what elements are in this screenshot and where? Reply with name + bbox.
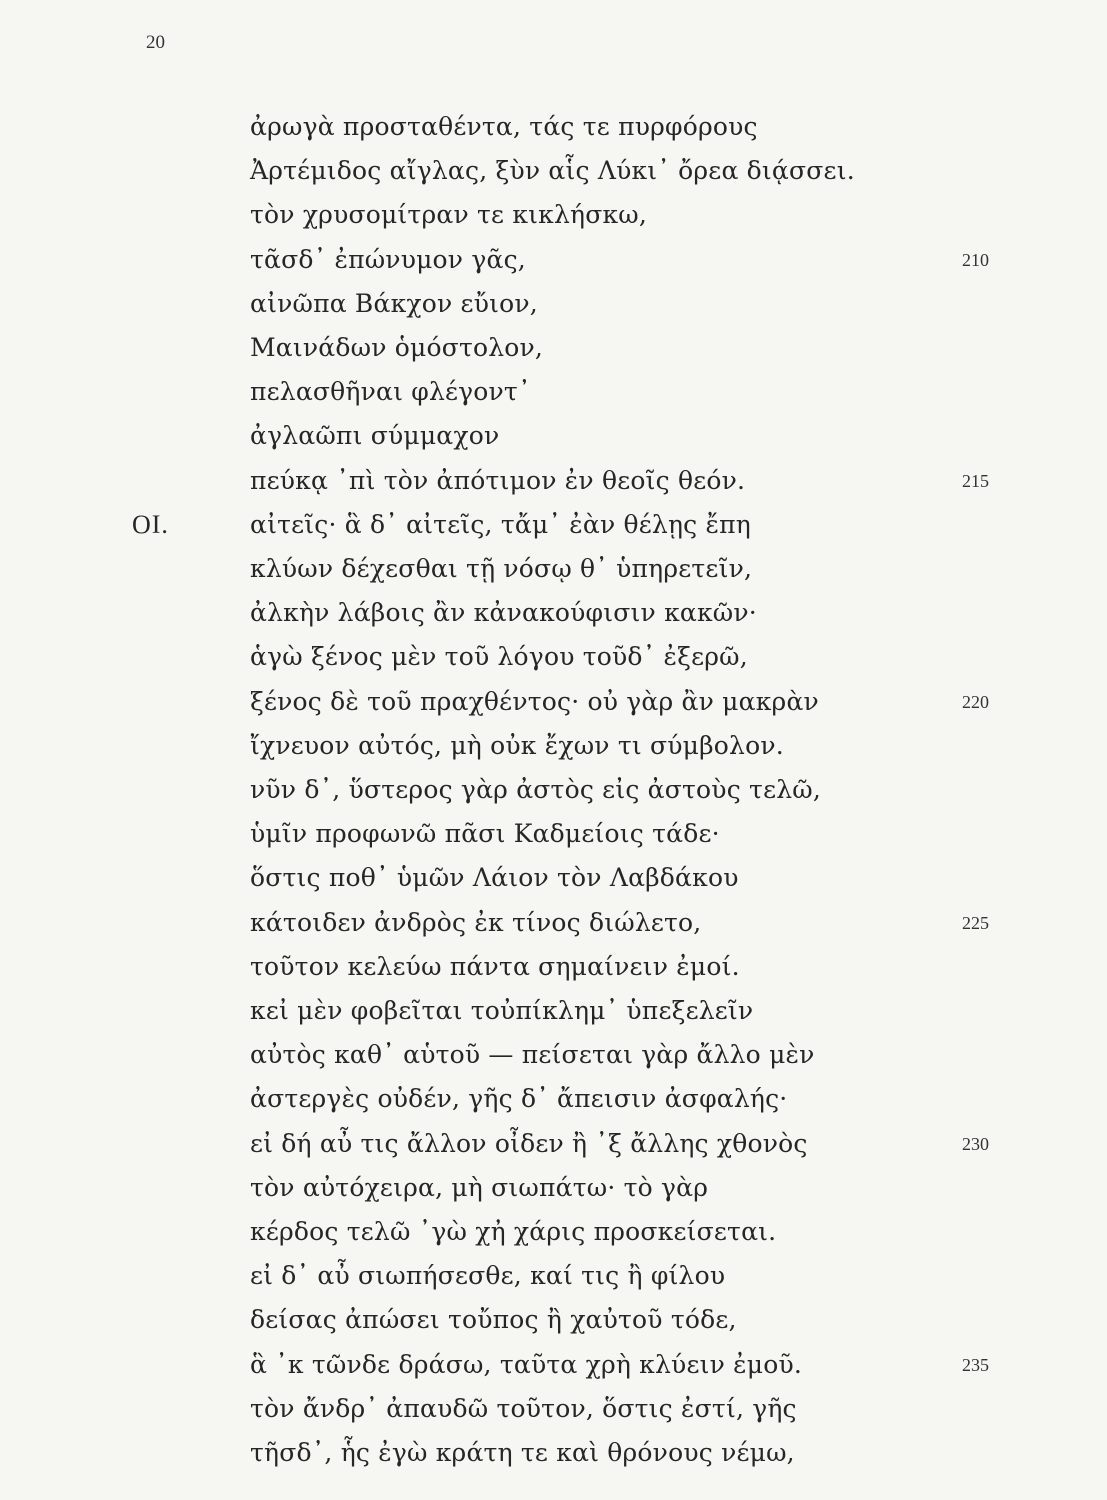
verse-line: πεύκᾳ ᾽πὶ τὸν ἀπότιμον ἐν θεοῖς θεόν. <box>250 466 746 495</box>
verse-line: κάτοιδεν ἀνδρὸς ἐκ τίνος διώλετο, <box>250 908 702 937</box>
verse-line: τὸν χρυσομίτραν τε κικλήσκω, <box>250 200 648 229</box>
verse-line: εἰ δή αὖ τις ἄλλον οἶδεν ἢ ᾽ξ ἄλλης χθονὸς <box>250 1129 808 1158</box>
verse-line: εἰ δ᾽ αὖ σιωπήσεσθε, καί τις ἢ φίλου <box>250 1261 726 1290</box>
verse-line: ὑμῖν προφωνῶ πᾶσι Καδμείοις τάδε· <box>250 819 720 848</box>
verse-line: ἀλκὴν λάβοις ἂν κἀνακούφισιν κακῶν· <box>250 598 757 627</box>
verse-line: τῆσδ᾽, ἧς ἐγὼ κράτη τε καὶ θρόνους νέμω, <box>250 1438 795 1467</box>
verse-line: αἰνῶπα Βάκχον εὔιον, <box>250 289 538 318</box>
verse-line: τὸν αὐτόχειρα, μὴ σιωπάτω· τὸ γὰρ <box>250 1173 709 1202</box>
verse-line: ἀγλαῶπι σύμμαχον <box>250 421 500 450</box>
verse-line: κεἰ μὲν φοβεῖται τοὐπίκλημ᾽ ὑπεξελεῖν <box>250 996 754 1025</box>
verse-line: ἀστεργὲς οὐδέν, γῆς δ᾽ ἄπεισιν ἀσφαλής· <box>250 1084 788 1113</box>
verse-line: πελασθῆναι φλέγοντ᾽ <box>250 377 531 406</box>
verse-line: ἁγὼ ξένος μὲν τοῦ λόγου τοῦδ᾽ ἐξερῶ, <box>250 642 748 671</box>
verse-line: Μαινάδων ὁμόστολον, <box>250 333 544 362</box>
verse-line: κλύων δέχεσθαι τῇ νόσῳ θ᾽ ὑπηρετεῖν, <box>250 554 753 583</box>
verse-line: αὐτὸς καθ᾽ αὑτοῦ — πείσεται γὰρ ἄλλο μὲν <box>250 1040 815 1069</box>
verse-line: κέρδος τελῶ ᾽γὼ χἠ χάρις προσκείσεται. <box>250 1217 777 1246</box>
verse-line: ἀρωγὰ προσταθέντα, τάς τε πυρφόρους <box>250 112 758 141</box>
page-number: 20 <box>146 32 165 53</box>
verse-line: τᾶσδ᾽ ἐπώνυμον γᾶς, <box>250 245 526 274</box>
verse-line: αἰτεῖς· ἃ δ᾽ αἰτεῖς, τἄμ᾽ ἐὰν θέλῃς ἔπη <box>250 510 751 539</box>
line-number: 235 <box>962 1355 989 1375</box>
line-number: 225 <box>962 913 989 933</box>
verse-line: τοῦτον κελεύω πάντα σημαίνειν ἐμοί. <box>250 952 740 981</box>
verse-line: ἴχνευον αὐτός, μὴ οὐκ ἔχων τι σύμβολον. <box>250 731 784 760</box>
verse-line: Ἀρτέμιδος αἴγλας, ξὺν αἷς Λύκι᾽ ὄρεα διᾴσσει. <box>250 156 855 185</box>
verse-line: ἃ ᾽κ τῶνδε δράσω, ταῦτα χρὴ κλύειν ἐμοῦ. <box>250 1350 803 1379</box>
line-number: 215 <box>962 471 989 491</box>
verse-line: ξένος δὲ τοῦ πραχθέντος· οὐ γὰρ ἂν μακρὰν <box>250 687 819 716</box>
verse-line: ὅστις ποθ᾽ ὑμῶν Λάιον τὸν Λαβδάκου <box>250 863 739 892</box>
line-number: 220 <box>962 692 989 712</box>
line-number: 230 <box>962 1134 989 1154</box>
verse-line: δείσας ἀπώσει τοὔπος ἢ χαὐτοῦ τόδε, <box>250 1305 737 1334</box>
verse-line: τὸν ἄνδρ᾽ ἀπαυδῶ τοῦτον, ὅστις ἐστί, γῆς <box>250 1394 797 1423</box>
verse-line: νῦν δ᾽, ὕστερος γὰρ ἀστὸς εἰς ἀστοὺς τελῶ, <box>250 775 822 804</box>
line-number: 210 <box>962 250 989 270</box>
speaker-label: ΟΙ. <box>132 510 169 539</box>
